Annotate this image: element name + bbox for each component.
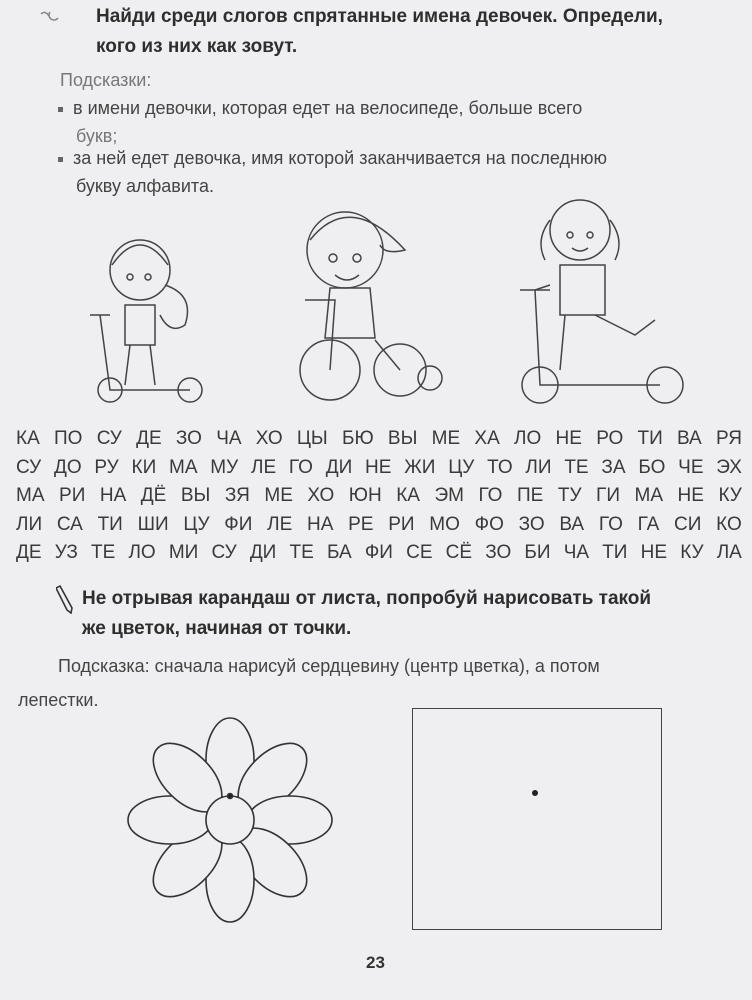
task2-hint-line2: лепестки. <box>18 690 99 710</box>
syllable[interactable]: МА <box>16 485 45 506</box>
syllable[interactable]: ТИ <box>637 428 663 449</box>
syllable[interactable]: ВЫ <box>387 428 418 449</box>
syllable-row <box>16 511 742 540</box>
syllable[interactable]: БЮ <box>342 428 374 449</box>
syllable[interactable]: ТО <box>487 456 513 478</box>
flower-start-dot <box>228 794 233 799</box>
syllable[interactable]: КУ <box>680 542 704 563</box>
syllable[interactable]: ВА <box>677 428 702 449</box>
syllable[interactable]: ДО <box>53 456 82 478</box>
syllable[interactable]: ЛО <box>514 428 542 449</box>
syllable[interactable]: ГО <box>478 485 503 506</box>
syllable[interactable]: ЗЯ <box>224 485 250 506</box>
syllable[interactable]: ЗО <box>518 513 545 535</box>
start-dot <box>532 790 538 796</box>
syllable[interactable]: МА <box>634 485 664 506</box>
syllable[interactable]: ГА <box>637 513 660 535</box>
syllable[interactable]: РУ <box>94 456 119 478</box>
syllable[interactable]: ТЕ <box>564 456 589 478</box>
syllable[interactable]: ТЕ <box>289 542 314 563</box>
syllable[interactable]: ДИ <box>325 456 353 478</box>
syllable[interactable]: ФИ <box>364 542 393 563</box>
syllable-row <box>16 454 742 483</box>
syllable[interactable]: ДЕ <box>136 428 162 449</box>
syllable[interactable]: МА <box>169 456 198 478</box>
page-number: 23 <box>366 953 385 972</box>
girl-on-scooter-with-pigtails-illustration <box>510 190 700 410</box>
syllable[interactable]: ЗА <box>601 456 626 478</box>
syllable[interactable]: ТИ <box>602 542 628 563</box>
syllable[interactable]: РИ <box>59 485 86 506</box>
girl-on-scooter-illustration <box>70 225 210 410</box>
syllable[interactable]: МЕ <box>264 485 293 506</box>
syllable[interactable]: ГО <box>288 456 313 478</box>
syllable[interactable]: МО <box>429 513 460 535</box>
syllable[interactable]: ЧЕ <box>678 456 704 478</box>
syllable[interactable]: СЁ <box>445 542 473 563</box>
syllable[interactable]: ЛА <box>716 542 742 563</box>
syllable[interactable]: ХО <box>255 428 283 449</box>
pencil-icon <box>56 584 76 614</box>
syllable[interactable]: ЖИ <box>404 456 436 478</box>
syllable[interactable]: НА <box>306 513 334 535</box>
hint1-line1: в имени девочки, которая едет на велосипеде, больше всего <box>73 98 583 118</box>
syllable[interactable]: ТЕ <box>91 542 116 563</box>
syllable[interactable]: ШИ <box>137 513 169 535</box>
syllable[interactable]: ПО <box>54 428 83 449</box>
syllable-row <box>16 539 742 568</box>
syllable[interactable]: СА <box>56 513 83 535</box>
syllable[interactable]: НЕ <box>640 542 668 563</box>
syllable[interactable]: УЗ <box>54 542 78 563</box>
syllable[interactable]: ЧА <box>563 542 590 563</box>
syllable[interactable]: ЛЕ <box>250 456 277 478</box>
syllable[interactable]: СУ <box>16 456 42 478</box>
task1-title-line2: кого из них как зовут. <box>96 36 298 57</box>
syllable[interactable]: РО <box>596 428 624 449</box>
syllable[interactable]: ЦЫ <box>296 428 328 449</box>
flower-sample <box>110 700 350 940</box>
task2-title-line1: Не отрывая карандаш от листа, попробуй нарисовать такой <box>82 588 652 609</box>
syllable[interactable]: ЛЕ <box>267 513 293 535</box>
syllable[interactable]: БО <box>638 456 666 478</box>
syllable-grid <box>16 425 742 568</box>
syllable[interactable]: ТИ <box>97 513 123 535</box>
syllable[interactable]: ЭМ <box>434 485 464 506</box>
task2-hint-line1: Подсказка: сначала нарисуй сердцевину (центр цветка), а потом <box>58 656 600 676</box>
task1-title-line1: Найди среди слогов спрятанные имена девочек. Определи, <box>96 6 663 27</box>
syllable[interactable]: БИ <box>524 542 551 563</box>
task2-title-line2: же цветок, начиная от точки. <box>82 618 352 639</box>
hints-label: Подсказки: <box>60 70 152 90</box>
syllable[interactable]: ЧА <box>216 428 242 449</box>
syllable[interactable]: РЕ <box>348 513 374 535</box>
hint2-line2: букву алфавита. <box>76 176 214 196</box>
syllable[interactable]: СЕ <box>406 542 433 563</box>
syllable[interactable]: ВЫ <box>180 485 211 506</box>
syllable[interactable]: ХО <box>307 485 335 506</box>
syllable[interactable]: ЦУ <box>183 513 210 535</box>
syllable[interactable]: КИ <box>131 456 157 478</box>
syllable[interactable]: ЛИ <box>525 456 552 478</box>
syllable[interactable]: ВА <box>559 513 585 535</box>
syllable[interactable]: КО <box>716 513 742 535</box>
syllable[interactable]: ЛО <box>128 542 156 563</box>
syllable[interactable]: ЗО <box>485 542 512 563</box>
syllable[interactable]: КА <box>16 428 40 449</box>
syllable[interactable]: ЦУ <box>448 456 475 478</box>
syllable-row <box>16 482 742 511</box>
pencil-scribble-icon <box>40 8 60 26</box>
syllable[interactable]: НЕ <box>555 428 582 449</box>
flower-center <box>206 796 254 844</box>
syllable[interactable]: СУ <box>96 428 122 449</box>
syllable[interactable]: ДИ <box>249 542 277 563</box>
syllable[interactable]: КА <box>396 485 420 506</box>
syllable[interactable]: НА <box>99 485 127 506</box>
bullet <box>58 157 63 162</box>
syllable[interactable]: ГО <box>598 513 623 535</box>
syllable[interactable]: ЭХ <box>716 456 742 478</box>
syllable[interactable]: БА <box>326 542 352 563</box>
syllable-row <box>16 425 742 454</box>
syllable[interactable]: ХА <box>474 428 500 449</box>
syllable[interactable]: ПЕ <box>516 485 544 506</box>
syllable[interactable]: СУ <box>211 542 237 563</box>
girl-on-tricycle-illustration <box>285 200 445 410</box>
syllable[interactable]: РИ <box>388 513 415 535</box>
syllable[interactable]: ЗО <box>175 428 202 449</box>
syllable[interactable]: НЕ <box>365 456 392 478</box>
bullet <box>58 107 63 112</box>
syllable[interactable]: МУ <box>210 456 239 478</box>
hint1-line2: букв; <box>76 126 118 146</box>
syllable[interactable]: ДЁ <box>140 485 167 506</box>
syllable[interactable]: ГИ <box>596 485 620 506</box>
syllable[interactable]: ЛИ <box>16 513 43 535</box>
syllable[interactable]: ЮН <box>348 485 382 506</box>
syllable[interactable]: РЯ <box>715 428 742 449</box>
hint1 <box>58 94 582 122</box>
syllable[interactable]: ФО <box>474 513 504 535</box>
syllable[interactable]: ТУ <box>557 485 582 506</box>
syllable[interactable]: КУ <box>718 485 742 506</box>
syllable[interactable]: ДЕ <box>16 542 42 563</box>
syllable[interactable]: СИ <box>674 513 702 535</box>
drawing-box[interactable] <box>412 708 662 930</box>
hint2-line1: за ней едет девочка, имя которой заканчивается на последнюю <box>73 148 607 168</box>
syllable[interactable]: ФИ <box>224 513 253 535</box>
syllable[interactable]: МЕ <box>431 428 461 449</box>
syllable[interactable]: НЕ <box>677 485 704 506</box>
syllable[interactable]: МИ <box>168 542 199 563</box>
hint2 <box>58 144 607 172</box>
